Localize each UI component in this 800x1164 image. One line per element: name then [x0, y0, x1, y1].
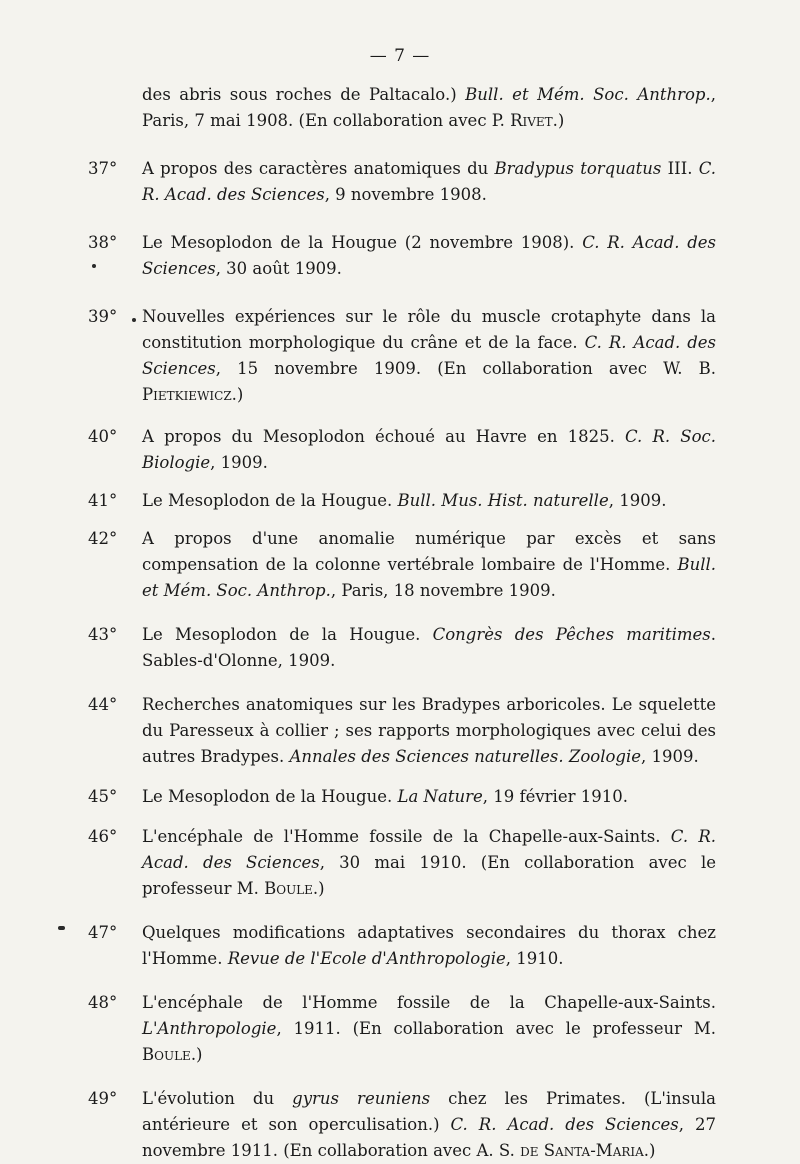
entry-number: 39°: [88, 307, 118, 326]
journal-title: C. R. Soc. Biologie: [142, 427, 716, 472]
text-segment: Le Mesoplodon de la Hougue (2 novembre 1908).: [142, 233, 583, 252]
bibliography-entry-38: [0, 230, 800, 282]
text-segment: Quelques modifications adaptatives secondaires du thorax chez l'Homme.: [142, 923, 716, 968]
author-name: de Santa-Maria: [520, 1141, 644, 1160]
author-name: Pietkiewicz: [142, 385, 232, 404]
text-segment: , 1911. (En collaboration avec le professeur M.: [276, 1019, 716, 1038]
text-segment: III.: [661, 159, 699, 178]
text-segment: Le Mesoplodon de la Hougue.: [142, 787, 398, 806]
text-segment: A propos des caractères anatomiques du: [142, 159, 495, 178]
bibliography-entry-39: [0, 304, 800, 408]
entry-number: 37°: [88, 159, 118, 178]
entry-number: 42°: [88, 529, 118, 548]
journal-title: Bull. Mus. Hist. naturelle: [397, 491, 609, 510]
entry-number: 38°: [88, 233, 118, 252]
entry-number: 48°: [88, 993, 118, 1012]
bibliography-entry-47: [0, 920, 800, 972]
text-segment: A propos d'une anomalie numérique par excès et sans compensation de la colonne vertébrale lombaire de l'Homme.: [142, 529, 716, 574]
entry-number: 43°: [88, 625, 118, 644]
journal-title: La Nature: [397, 787, 483, 806]
entry-number: 41°: [88, 491, 118, 510]
bibliography-entry-48: [0, 990, 800, 1068]
author-name: Boule: [264, 879, 313, 898]
text-segment: , 1909.: [641, 747, 699, 766]
bibliography-entry-49: [0, 1086, 800, 1164]
text-segment: .): [643, 1141, 656, 1160]
bibliography-entry-40: [0, 424, 800, 476]
text-segment: Nouvelles expériences sur le rôle du muscle crotaphyte dans la constitution morphologique du crâne et de la face.: [142, 307, 716, 352]
author-name: Boule: [142, 1045, 191, 1064]
text-segment: , 9 novembre 1908.: [324, 185, 487, 204]
text-segment: Le Mesoplodon de la Hougue.: [142, 491, 398, 510]
journal-title: C. R. Acad. des Sciences: [142, 333, 716, 378]
text-segment: , 1909.: [210, 453, 268, 472]
text-segment: des abris sous roches de Paltacalo.): [142, 85, 466, 104]
journal-title: C. R. Acad. des Sciences: [142, 233, 716, 278]
text-segment: .): [190, 1045, 203, 1064]
entry-number: 44°: [88, 695, 118, 714]
text-segment: , Paris, 7 mai 1908. (En collaboration avec P.: [142, 85, 716, 130]
text-segment: , 19 février 1910.: [482, 787, 628, 806]
text-segment: A propos du Mesoplodon échoué au Havre en 1825.: [142, 427, 626, 446]
text-segment: .): [231, 385, 244, 404]
text-segment: , 15 novembre 1909. (En collaboration avec W. B.: [215, 359, 716, 378]
journal-title: Revue de l'Ecole d'Anthropologie: [227, 949, 506, 968]
ink-speck: [58, 926, 65, 930]
entry-number: 47°: [88, 923, 118, 942]
continuation-paragraph: [0, 82, 800, 134]
author-name: Rivet: [510, 111, 553, 130]
bibliography-entry-46: [0, 824, 800, 902]
bibliography-list: [0, 82, 800, 1164]
text-segment: L'encéphale de l'Homme fossile de la Chapelle-aux-Saints.: [142, 827, 671, 846]
text-segment: Le Mesoplodon de la Hougue.: [142, 625, 433, 644]
bibliography-entry-45: [0, 784, 800, 810]
text-segment: , 27 novembre 1911. (En collaboration avec A. S.: [142, 1115, 716, 1160]
bibliography-entry-44: [0, 692, 800, 770]
journal-title: Bull. et Mém. Soc. Anthrop.: [142, 555, 716, 600]
entry-number: 40°: [88, 427, 118, 446]
species-name: gyrus reuniens: [292, 1089, 431, 1108]
journal-title: Annales des Sciences naturelles. Zoologie: [289, 747, 642, 766]
bibliography-entry-42: [0, 526, 800, 604]
ink-speck: [132, 318, 136, 322]
bibliography-entry-37: [0, 156, 800, 208]
text-segment: L'encéphale de l'Homme fossile de la Chapelle-aux-Saints.: [142, 993, 716, 1012]
text-segment: , 30 mai 1910. (En collaboration avec le professeur M.: [142, 853, 716, 898]
journal-title: L'Anthropologie: [142, 1019, 277, 1038]
journal-title: C. R. Acad. des Sciences: [450, 1115, 679, 1134]
text-segment: , Paris, 18 novembre 1909.: [330, 581, 556, 600]
entry-number: 49°: [88, 1089, 118, 1108]
journal-title: C. R. Acad. des Sciences: [142, 827, 716, 872]
text-segment: . Sables-d'Olonne, 1909.: [142, 625, 716, 670]
text-segment: L'évolution du: [142, 1089, 293, 1108]
text-segment: chez les Primates. (L'insula antérieure et son operculisation.): [142, 1089, 716, 1134]
bibliography-entry-41: [0, 488, 800, 514]
journal-title: C. R. Acad. des Sciences: [142, 159, 717, 204]
entry-number: 46°: [88, 827, 118, 846]
entry-number: 45°: [88, 787, 118, 806]
text-segment: .): [312, 879, 325, 898]
text-segment: Recherches anatomiques sur les Bradypes arboricoles. Le squelette du Paresseux à collier ; ses rapports morphologiques avec celui des autres Bradypes.: [142, 695, 716, 766]
ink-speck: [92, 264, 96, 268]
journal-title: Congrès des Pêches maritimes: [432, 625, 711, 644]
text-segment: , 1909.: [608, 491, 667, 510]
page-number: — 7 —: [369, 46, 431, 66]
text-segment: , 1910.: [505, 949, 564, 968]
species-name: Bradypus torquatus: [494, 159, 662, 178]
text-segment: .): [552, 111, 565, 130]
bibliography-entry-43: [0, 622, 800, 674]
journal-title: Bull. et Mém. Soc. Anthrop.: [465, 85, 711, 104]
text-segment: , 30 août 1909.: [215, 259, 342, 278]
